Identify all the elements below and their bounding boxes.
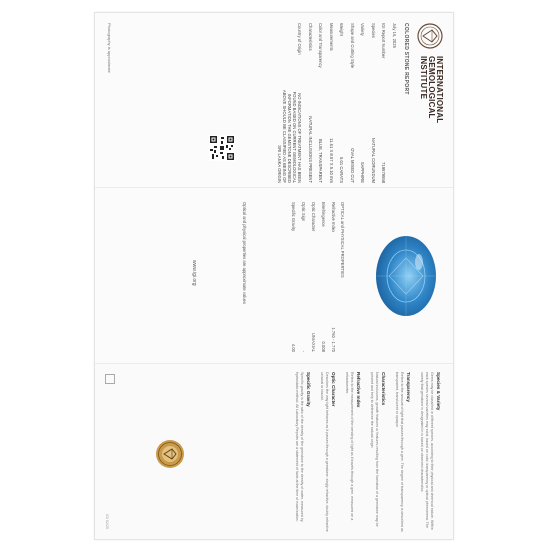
field-row: Color and Transparency BLUE, TRANSPARENT xyxy=(318,23,324,183)
field-row: Characteristics NATURAL INCLUSIONS PRESENT xyxy=(308,23,313,183)
field-row: IGI Report Number 719579558 xyxy=(381,23,387,183)
igi-logo-icon xyxy=(417,23,443,49)
brand-line-3: INSTITUTE xyxy=(419,56,428,100)
properties-note: Optical and physical properties are approximate values xyxy=(242,202,247,304)
report-card xyxy=(94,12,454,540)
field-row: Variety SAPPHIRE xyxy=(360,23,366,183)
field-row: Species NATURAL CORUNDUM xyxy=(371,23,376,183)
property-row: Birefringence 0.008 xyxy=(321,202,326,352)
igi-seal-icon xyxy=(155,439,185,469)
gem-photo-icon xyxy=(373,232,439,320)
brand-name xyxy=(419,56,443,123)
glossary-sections xyxy=(286,372,441,532)
form-code: IGI 02/25 xyxy=(105,514,109,529)
glossary-panel xyxy=(95,364,453,539)
properties-panel xyxy=(95,188,453,364)
glossary-section: Transparency Refers to the amount of light that passes through a gem. The degree of transparency is described as transparent, translucent or opaque. xyxy=(395,372,411,532)
field-row: Weight 5.01 CARATS xyxy=(339,23,345,183)
field-row: July 16, 2025 xyxy=(392,23,397,48)
glossary-section: Characteristics Natural inclusions, growth features or features resulting from the formation of a gemstone may be present and help to determine the natural origin. xyxy=(370,372,386,527)
property-row: Refractive Index 1.760 - 1.770 xyxy=(331,202,336,352)
glossary-section: Refractive Index Refers to the measurement of the bending of light as it travels through a gem, measured on a refractometer. xyxy=(345,372,361,521)
property-row: Optic Character UNIAXIAL xyxy=(311,202,316,352)
glossary-section: Optic Character Describes the way light behaves as it passes through a gemstone: singly refractive, doubly refractive uniaxial or biaxial. xyxy=(320,372,336,532)
field-row: Measurements 11.61 X 8.57 X 5.10 mm xyxy=(329,23,334,183)
info-badge-icon xyxy=(105,374,115,384)
optical-heading: OPTICAL and PHYSICAL PROPERTIES xyxy=(340,202,345,278)
brand-header xyxy=(417,23,443,123)
report-main-panel xyxy=(95,13,453,188)
report-fields xyxy=(271,23,398,183)
property-row: Optic Sign - xyxy=(301,202,306,352)
glossary-section: Species & Variety Gems may be classified in different species, according to their physical and chemical nature. Within each species several varieties may exist, based on color, transparency or optical phenomena. The variety that gemstone is designated in is based on observed characteristics. xyxy=(420,372,441,530)
website-link[interactable]: www.igi.org xyxy=(191,260,197,286)
field-row: Shape and Cutting Style OVAL MIXED CUT xyxy=(350,23,355,183)
brand-line-1: INTERNATIONAL xyxy=(435,56,444,124)
optical-properties xyxy=(286,202,345,352)
photo-disclaimer: Photography is approximate xyxy=(107,23,112,73)
brand-line-2: GEMOLOGICAL xyxy=(427,56,436,119)
field-row: Country of Origin NO INDICATIONS OF TREATMENT HAS BEEN FOUND BASED ON CURRENT GEMOLOGICAL INFORMATION THE GEMSTONE DESCRIBED ABOVE SHOULD BE CLASSIFIED AS BEING OF SRI LANKA ORIGIN xyxy=(277,23,303,183)
report-title: COLORED STONE REPORT xyxy=(403,23,409,95)
qr-code-icon[interactable] xyxy=(209,135,235,161)
property-row: Specific Gravity 4.00 xyxy=(291,202,296,352)
glossary-section: Specific Gravity Specific gravity is the ratio of the density of the gemstone to the density of water, measured by hydrostatic method. All Laboratory Reports are a statement of facts at the time of examination. xyxy=(295,372,311,522)
